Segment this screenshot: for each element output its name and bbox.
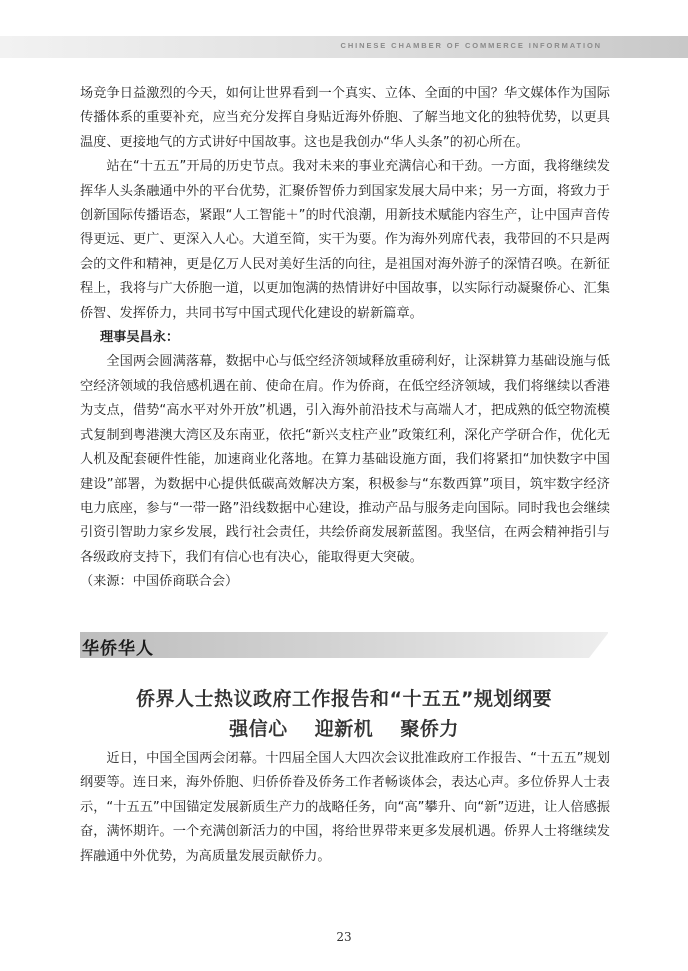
section-header-bar (80, 632, 608, 658)
page-number: 23 (336, 930, 352, 944)
paragraph: 近日，中国全国两会闭幕。十四届全国人大四次会议批准政府工作报告、“十五五”规划纲要等。连日来，海外侨胞、归侨侨眷及侨务工作者畅谈体会，表达心声。多位侨界人士表示，“十五五”中国锚定发展新质生产力的战略任务，向“高”攀升、向“新”迈进，让人倍感振奋，满怀期许。一个充满创新活力的中国，将给世界带来更多发展机遇。侨界人士将继续发挥融通中外优势，为高质量发展贡献侨力。 (80, 751, 610, 864)
paragraph: 场竞争日益激烈的今天，如何让世界看到一个真实、立体、全面的中国？华文媒体作为国际传播体系的重要补充，应当充分发挥自身贴近海外侨胞、了解当地文化的独特优势，以更具温度、更接地气的方式讲好中国故事。这也是我创办“华人头条”的初心所在。 (80, 86, 610, 150)
source-attribution: （来源：中国侨商联合会） (80, 574, 239, 590)
subtitle-part: 聚侨力 (400, 718, 459, 740)
paragraph: 全国两会圆满落幕，数据中心与低空经济领域释放重磅利好，让深耕算力基础设施与低空经济领域的我倍感机遇在前、使命在肩。作为侨商，在低空经济领域，我们将继续以香港为支点，借势“高水平对外开放”机遇，引入海外前沿技术与高端人才，把成熟的低空物流模式复制到粤港澳大湾区及东南亚，依托“新兴支柱产业”政策红利，深化产学研合作，优化无人机及配套硬件性能，加速商业化落地。在算力基础设施方面，我们将紧扣“加快数字中国建设”部署，为数据中心提供低碳高效解决方案，积极参与“东数西算”项目，筑牢数字经济电力底座，参与“一带一路”沿线数据中心建设，推动产品与服务走向国际。同时我也会继续引资引智助力家乡发展，践行社会责任，共绘侨商发展新蓝图。我坚信，在两会精神指引与各级政府支持下，我们有信心也有决心，能取得更大突破。 (80, 354, 610, 565)
header-banner (0, 36, 688, 58)
subtitle-part: 强信心 (229, 718, 288, 740)
article-subtitle (0, 714, 688, 741)
header-banner-text: CHINESE CHAMBER OF COMMERCE INFORMATION (340, 41, 602, 50)
article-body (80, 747, 610, 869)
speaker-heading: 理事吴昌永： (100, 330, 180, 346)
paragraph: 站在“十五五”开局的历史节点。我对未来的事业充满信心和干劲。一方面，我将继续发挥华人头条融通中外的平台优势，汇聚侨智侨力到国家发展大局中来；另一方面，将致力于创新国际传播语态，紧跟“人工智能＋”的时代浪潮，用新技术赋能内容生产，让中国声音传得更远、更广、更深入人心。大道至简，实干为要。作为海外列席代表，我带回的不只是两会的文件和精神，更是亿万人民对美好生活的向往，是祖国对海外游子的深情召唤。在新征程上，我将与广大侨胞一道，以更加饱满的热情讲好中国故事，以实际行动凝聚侨心、汇集侨智、发挥侨力，共同书写中国式现代化建设的崭新篇章。 (80, 159, 610, 321)
section-title: 华侨华人 (82, 639, 154, 659)
article-title: 侨界人士热议政府工作报告和“十五五”规划纲要 (136, 688, 552, 710)
body-text (80, 82, 610, 595)
subtitle-part: 迎新机 (314, 718, 374, 740)
